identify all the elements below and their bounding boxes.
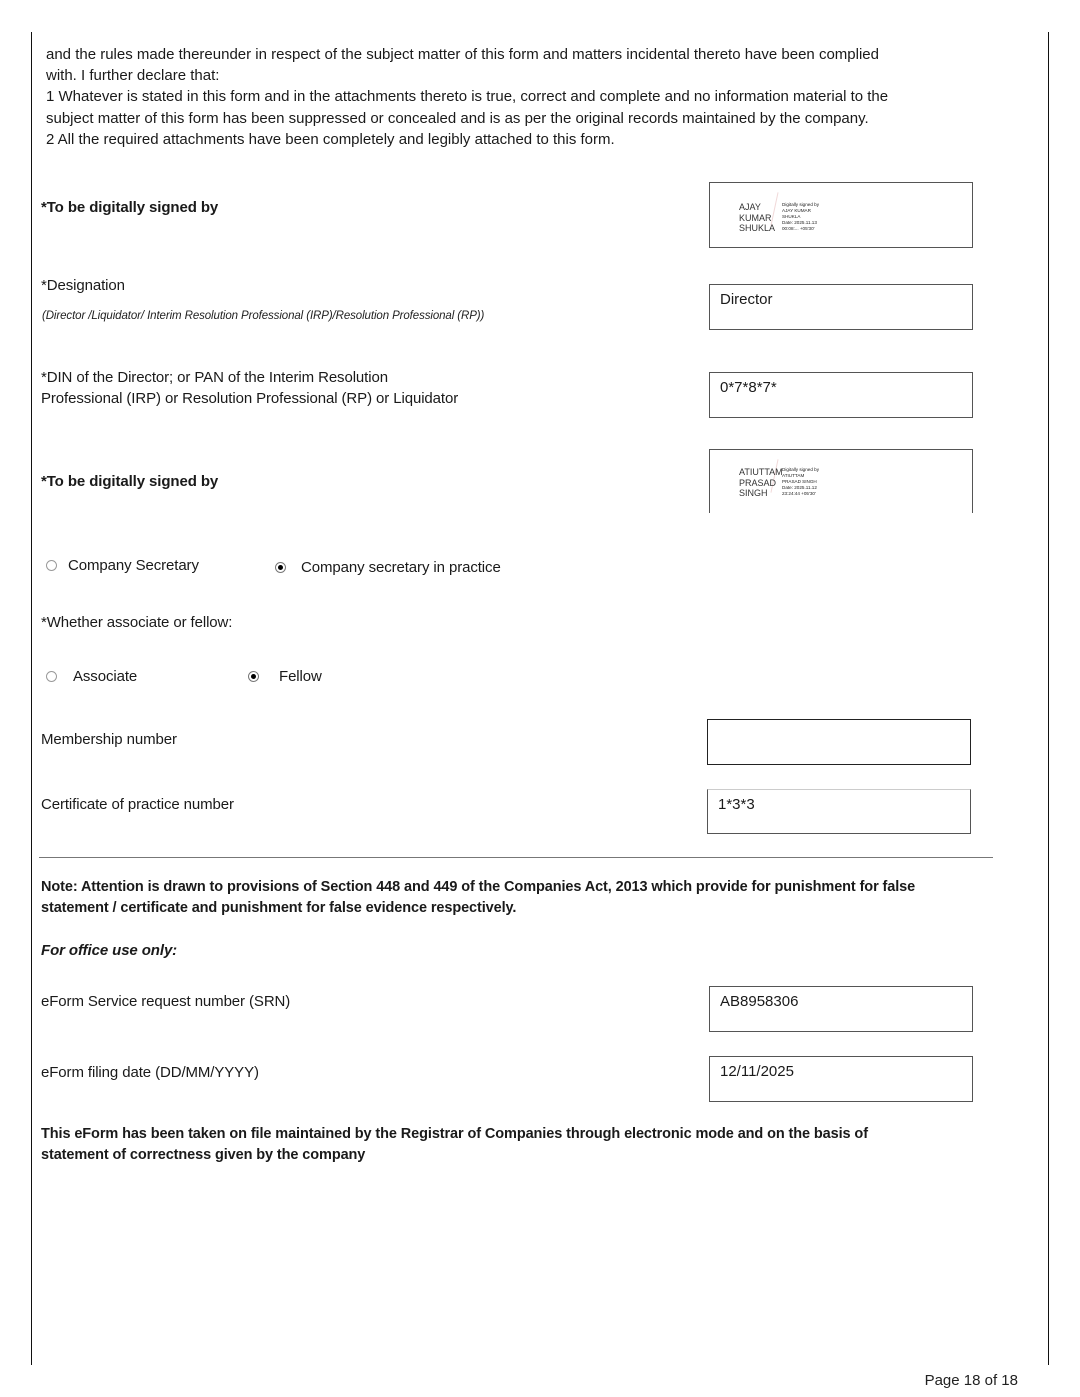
radio-company-secretary[interactable]: [46, 560, 57, 571]
signature-name: ATIUTTAM PRASAD SINGH: [739, 467, 783, 498]
srn-label: eForm Service request number (SRN): [41, 993, 291, 1010]
radio-fellow[interactable]: [248, 671, 259, 682]
secretary-signed-by-label: *To be digitally signed by: [41, 473, 219, 490]
din-field[interactable]: 0*7*8*7*: [709, 372, 973, 418]
radio-label-company-secretary: Company Secretary: [68, 557, 199, 574]
declaration-line: subject matter of this form has been suppressed or concealed and is as per the original records maintained by the company.: [46, 109, 869, 127]
declaration-line: 1 Whatever is stated in this form and in the attachments thereto is true, correct and complete and no information material to the: [46, 88, 889, 106]
note-line2: statement / certificate and punishment for false evidence respectively.: [41, 900, 517, 916]
radio-label-company-secretary-in-practice: Company secretary in practice: [301, 559, 501, 576]
declaration-line: with. I further declare that:: [46, 67, 220, 85]
din-label-line1: *DIN of the Director; or PAN of the Interim Resolution: [41, 369, 388, 386]
radio-label-associate: Associate: [73, 668, 138, 685]
declaration-line: and the rules made thereunder in respect of the subject matter of this form and matters incidental thereto have been complied: [46, 46, 879, 63]
section-divider: [39, 857, 993, 858]
cop-label: Certificate of practice number: [41, 796, 234, 813]
declaration-line: 2 All the required attachments have been completely and legibly attached to this form.: [46, 130, 615, 148]
associate-fellow-label: *Whether associate or fellow:: [41, 614, 233, 631]
signature-details: Digitally signed by AJAY KUMAR SHUKLA Date: 2025.11.13 00:08:... +05'30': [782, 202, 820, 231]
page-number: Page 18 of 18: [924, 1372, 1018, 1389]
cop-field[interactable]: 1*3*3: [707, 789, 971, 834]
radio-company-secretary-in-practice[interactable]: [275, 562, 286, 573]
director-signature-box[interactable]: [709, 182, 973, 248]
designation-label: *Designation: [41, 277, 125, 294]
registrar-statement-line2: statement of correctness given by the company: [41, 1147, 366, 1163]
signature-name: AJAY KUMAR SHUKLA: [739, 202, 776, 233]
membership-number-label: Membership number: [41, 731, 177, 748]
registrar-statement-line1: This eForm has been taken on file maintained by the Registrar of Companies through electronic mode and on the basis of: [41, 1126, 868, 1142]
declaration-text: [46, 44, 1006, 150]
radio-label-fellow: Fellow: [279, 668, 322, 685]
radio-associate[interactable]: [46, 671, 57, 682]
srn-field[interactable]: AB8958306: [709, 986, 973, 1032]
note-line1: Note: Attention is drawn to provisions of Section 448 and 449 of the Companies Act, 2013 which provide for punishment for false: [41, 879, 916, 895]
designation-hint: (Director /Liquidator/ Interim Resolution Professional (IRP)/Resolution Professional (RP)): [42, 310, 485, 322]
membership-number-field[interactable]: [707, 719, 971, 765]
filing-date-label: eForm filing date (DD/MM/YYYY): [41, 1064, 259, 1081]
secretary-signature-box[interactable]: [709, 449, 973, 513]
office-use-heading: For office use only:: [41, 942, 178, 959]
director-signed-by-label: *To be digitally signed by: [41, 199, 219, 216]
din-label-line2: Professional (IRP) or Resolution Professional (RP) or Liquidator: [41, 390, 459, 407]
designation-field[interactable]: Director: [709, 284, 973, 330]
filing-date-field[interactable]: 12/11/2025: [709, 1056, 973, 1102]
signature-details: Digitally signed by ATIUTTAM PRASAD SINGH Date: 2025.11.12 23:24:44 +05'30': [782, 467, 820, 496]
